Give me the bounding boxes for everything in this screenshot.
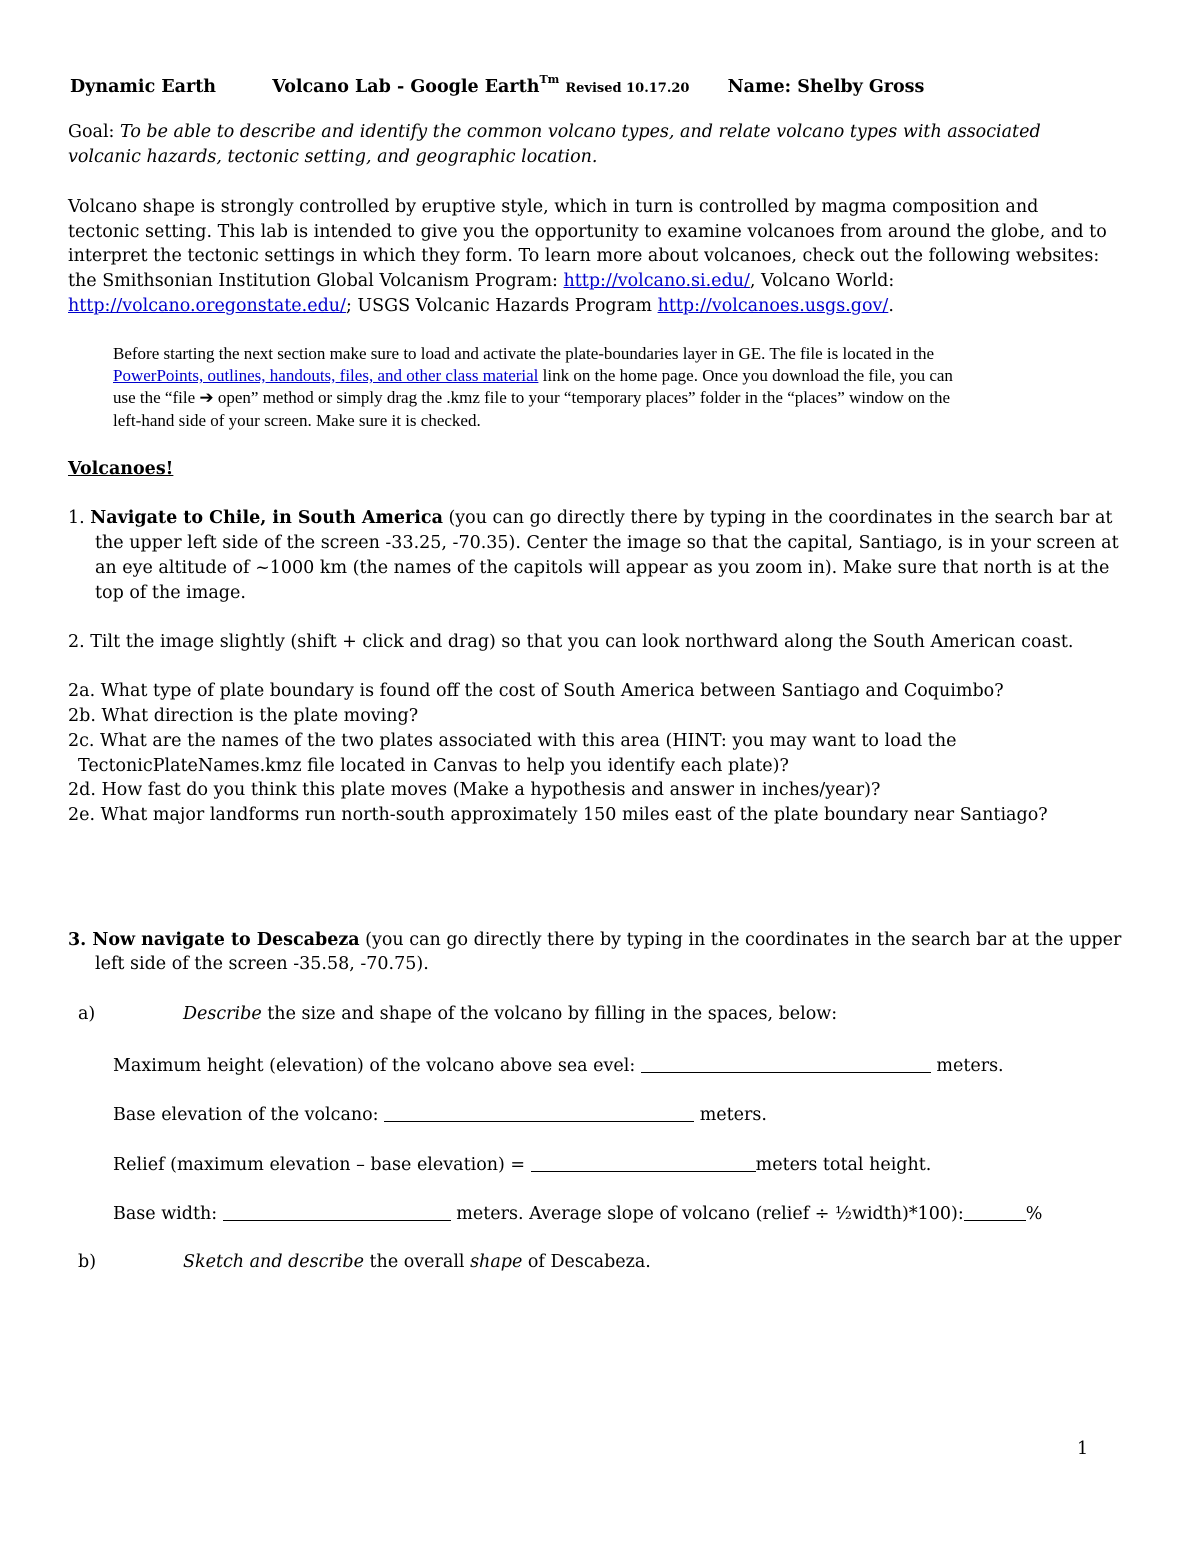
q1-line-4: top of the image. xyxy=(95,583,246,603)
section-heading: Volcanoes! xyxy=(68,459,174,479)
max-height-blank[interactable] xyxy=(641,1056,931,1073)
q1-line-1: 1. Navigate to Chile, in South America (you can go directly there by typing in the coordinates in the search bar at xyxy=(68,508,1113,528)
page-number: 1 xyxy=(1077,1439,1089,1459)
intro-line-4: the Smithsonian Institution Global Volcanism Program: http://volcano.si.edu/, Volcano World: xyxy=(68,271,895,291)
note-line-2: PowerPoints, outlines, handouts, files, and other class material link on the home page. Once you download the file, you can xyxy=(113,366,953,385)
student-name: Name: Shelby Gross xyxy=(727,77,925,97)
usgs-link[interactable]: http://volcanoes.usgs.gov/ xyxy=(657,296,889,316)
q3-line-2: left side of the screen -35.58, -70.75). xyxy=(95,954,429,974)
header xyxy=(70,74,924,97)
q2a: 2a. What type of plate boundary is found off the cost of South America between Santiago and Coquimbo? xyxy=(68,681,1004,701)
q2e: 2e. What major landforms run north-south approximately 150 miles east of the plate boundary near Santiago? xyxy=(68,805,1048,825)
goal-line-1: Goal: To be able to describe and identify the common volcano types, and relate volcano types with associated xyxy=(68,122,1041,142)
note-line-4: left-hand side of your screen. Make sure it is checked. xyxy=(113,411,481,430)
slope-blank[interactable] xyxy=(964,1204,1026,1221)
volcano-world-link[interactable]: http://volcano.oregonstate.edu/ xyxy=(68,296,346,316)
revised-date: Revised 10.17.20 xyxy=(565,81,690,96)
lab-title: Volcano Lab - Google Earth xyxy=(272,77,540,97)
q2d: 2d. How fast do you think this plate moves (Make a hypothesis and answer in inches/year)? xyxy=(68,780,881,800)
q1-line-3: an eye altitude of ~1000 km (the names of the capitols will appear as you zoom in). Make sure that north is at the xyxy=(95,558,1110,578)
trademark: Tm xyxy=(539,73,560,86)
q2b: 2b. What direction is the plate moving? xyxy=(68,706,419,726)
q3b-text: Sketch and describe the overall shape of Descabeza. xyxy=(183,1252,651,1272)
intro-line-5: http://volcano.oregonstate.edu/; USGS Volcanic Hazards Program http://volcanoes.usgs.gov/. xyxy=(68,296,894,316)
q3-line-1: 3. Now navigate to Descabeza (you can go directly there by typing in the coordinates in the search bar at the upper xyxy=(68,930,1122,950)
smithsonian-link[interactable]: http://volcano.si.edu/ xyxy=(563,271,750,291)
intro-line-2: tectonic setting. This lab is intended to give you the opportunity to examine volcanoes from around the globe, and to xyxy=(68,222,1107,242)
max-height-row: Maximum height (elevation) of the volcano above sea evel: meters. xyxy=(113,1056,1004,1076)
intro-line-1: Volcano shape is strongly controlled by eruptive style, which in turn is controlled by magma composition and xyxy=(68,197,1039,217)
base-width-blank[interactable] xyxy=(223,1204,451,1221)
relief-blank[interactable] xyxy=(531,1155,756,1172)
q3a-text: Describe the size and shape of the volcano by filling in the spaces, below: xyxy=(183,1004,838,1024)
q2c-line-2: TectonicPlateNames.kmz file located in Canvas to help you identify each plate)? xyxy=(78,756,789,776)
relief-row: Relief (maximum elevation – base elevation) = meters total height. xyxy=(113,1155,932,1175)
base-elevation-blank[interactable] xyxy=(384,1105,694,1122)
q2-text: 2. Tilt the image slightly (shift + click and drag) so that you can look northward along the South American coast. xyxy=(68,632,1074,652)
q3b-label: b) xyxy=(78,1252,97,1272)
intro-line-3: interpret the tectonic settings in which they form. To learn more about volcanoes, check out the following websites: xyxy=(68,246,1100,266)
q3a-label: a) xyxy=(78,1004,96,1024)
goal-label: Goal: xyxy=(68,122,121,142)
base-elevation-row: Base elevation of the volcano: meters. xyxy=(113,1105,767,1125)
course-name: Dynamic Earth xyxy=(70,77,217,97)
base-width-row: Base width: meters. Average slope of volcano (relief ÷ ½width)*100): % xyxy=(113,1204,1043,1224)
note-line-3: use the “file ➔ open” method or simply drag the .kmz file to your “temporary places” folder in the “places” window on the xyxy=(113,388,951,407)
class-material-link[interactable]: PowerPoints, outlines, handouts, files, and other class material xyxy=(113,366,539,385)
q2c-line-1: 2c. What are the names of the two plates associated with this area (HINT: you may want to load the xyxy=(68,731,957,751)
q1-line-2: the upper left side of the screen -33.25, -70.35). Center the image so that the capital, Santiago, is in your screen at xyxy=(95,533,1119,553)
goal-line-2: volcanic hazards, tectonic setting, and geographic location. xyxy=(68,147,598,167)
note-line-1: Before starting the next section make sure to load and activate the plate-boundaries layer in GE. The file is located in the xyxy=(113,344,935,363)
